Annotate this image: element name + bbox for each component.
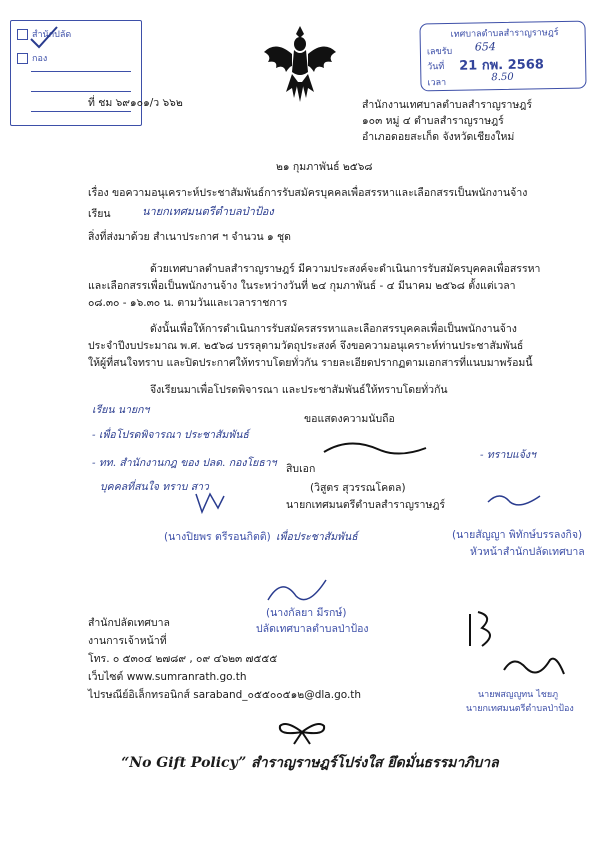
stamp-label: เวลา: [427, 77, 447, 89]
slogan: “No Gift Policy” สำราญราษฎร์โปร่งใส ยึดมั่นธรรมาภิบาล: [121, 755, 499, 771]
stamp-label: เลขรับ: [426, 46, 453, 58]
official-title: ปลัดเทศบาลตำบลป่าป้อง: [256, 623, 369, 635]
signer-rank: สิบเอก: [286, 463, 316, 475]
official-name: (นางปิยพร ตรีรอนกิตติ): [164, 531, 271, 543]
signer-title: นายกเทศมนตรีตำบลสำราญราษฎร์: [286, 499, 446, 511]
stamp-title: นายกเทศมนตรีตำบลป่าป้อง: [466, 704, 574, 714]
body-paragraph-line: ให้ผู้ที่สนใจทราบ และปิดประกาศให้ทราบโดยทั่วกัน รายละเอียดปรากฏตามเอกสารที่แนบมาพร้อมนี้: [88, 357, 533, 369]
stamp-row: [17, 51, 47, 65]
checkbox-icon: [17, 53, 28, 64]
document-number: ที่ ชม ๖๙๑๐๑/ว ๖๖๒: [88, 97, 183, 109]
stamp-time: 8.50: [491, 71, 514, 84]
stamp-title: เทศบาลตำบลสำราญราษฎร์: [450, 28, 559, 40]
closing-salutation: ขอแสดงความนับถือ: [304, 413, 395, 425]
enclosure-line: สิ่งที่ส่งมาด้วย สำเนาประกาศ ฯ จำนวน ๑ ชุด: [88, 231, 292, 243]
handwritten-note: เรียน นายกฯ: [92, 404, 150, 416]
handwritten-note: บุคคลที่สนใจ ทราบ สาว: [100, 481, 209, 493]
signature-bottom-right-1: [464, 606, 504, 650]
signature-main: [320, 432, 430, 462]
signer-name: (วิสูตร สุวรรณโคตล): [310, 482, 406, 494]
body-paragraph-line: ดังนั้นเพื่อให้การดำเนินการรับสมัครสรรหาและเลือกสรรบุคคลเพื่อเป็นพนักงานจ้าง: [150, 323, 517, 335]
sender-address: ๑๐๓ หมู่ ๔ ตำบลสำราญราษฎร์: [362, 115, 504, 127]
stamp-label: วันที่: [427, 62, 445, 73]
official-name: (นายสัญญา พิทักษ์บรรลงกิจ): [452, 529, 583, 541]
body-paragraph-line: ๐๘.๓๐ - ๑๖.๓๐ น. ตามวันและเวลาราชการ: [88, 297, 288, 309]
handwritten-note: - ทท. สำนักงานกฎ ของ ปลด. กองโยธาฯ: [92, 457, 277, 469]
checkmark-icon: [29, 25, 59, 49]
handwritten-note: - ทราบแจ้งฯ: [480, 449, 536, 461]
office-section: งานการเจ้าหน้าที่: [88, 635, 167, 647]
handwritten-note: เพื่อประชาสัมพันธ์: [276, 531, 358, 543]
to-label: เรียน: [88, 208, 111, 220]
signature-left: [192, 488, 228, 516]
body-paragraph-line: และเลือกสรรเพื่อเป็นพนักงานจ้าง ในระหว่างวันที่ ๒๔ กุมภาพันธ์ - ๔ มีนาคม ๒๕๖๘ ตั้งแต่เวลา: [88, 280, 516, 292]
stamp-label: กอง: [32, 54, 48, 64]
signature-right: [484, 488, 544, 512]
stamp-label: สำนักปลัด: [32, 30, 72, 40]
stamp-date: 21 กพ. 2568: [459, 57, 544, 74]
official-name: (นางกัลยา มีรกษ์): [266, 607, 347, 619]
received-stamp-right: [419, 21, 586, 92]
handwritten-note: - เพื่อโปรดพิจารณา ประชาสัมพันธ์: [92, 429, 249, 441]
office-phone: โทร. ๐ ๕๓๐๔ ๒๗๘๙ , ๐๙ ๔๖๒๓ ๗๕๕๕: [88, 653, 278, 665]
signature-bottom-right-2: [498, 650, 568, 684]
ribbon-bow-icon: [276, 718, 328, 746]
office-email: ไปรษณีย์อิเล็กทรอนิกส์ saraband_๐๕๕๐๐๕๑๒@dla.go.th: [88, 689, 362, 701]
subject-line: เรื่อง ขอความอนุเคราะห์ประชาสัมพันธ์การรับสมัครบุคคลเพื่อสรรหาและเลือกสรรเป็นพนักงานจ้าง: [88, 187, 528, 199]
stamp-number: 654: [474, 40, 496, 54]
document-date: ๒๑ กุมภาพันธ์ ๒๕๖๘: [276, 161, 373, 173]
office-department: สำนักปลัดเทศบาล: [88, 617, 170, 629]
closing-paragraph: จึงเรียนมาเพื่อโปรดพิจารณา และประชาสัมพันธ์ให้ทราบโดยทั่วกัน: [150, 384, 448, 396]
body-paragraph-line: ด้วยเทศบาลตำบลสำราญราษฎร์ มีความประสงค์จะดำเนินการรับสมัครบุคคลเพื่อสรรหา: [150, 263, 541, 275]
signature-center: [262, 570, 332, 610]
garuda-emblem: [262, 22, 338, 104]
stamp-name: นายพสญญูทน ไชยภู: [478, 690, 559, 700]
official-title: หัวหน้าสำนักปลัดเทศบาล: [470, 546, 585, 558]
checkbox-icon: [17, 29, 28, 40]
recipient-handwritten: นายกเทศมนตรีตำบลป่าป้อง: [142, 205, 274, 218]
body-paragraph-line: ประจำปีงบประมาณ พ.ศ. ๒๕๖๘ บรรลุตามวัตถุประสงค์ จึงขอความอนุเคราะห์ท่านประชาสัมพันธ์: [88, 340, 524, 352]
office-website: เว็บไซต์ www.sumranrath.go.th: [88, 671, 247, 683]
sender-district: อำเภอดอยสะเก็ด จังหวัดเชียงใหม่: [362, 131, 515, 143]
received-stamp-left: [10, 20, 142, 126]
sender-office: สำนักงานเทศบาลตำบลสำราญราษฎร์: [362, 99, 532, 111]
